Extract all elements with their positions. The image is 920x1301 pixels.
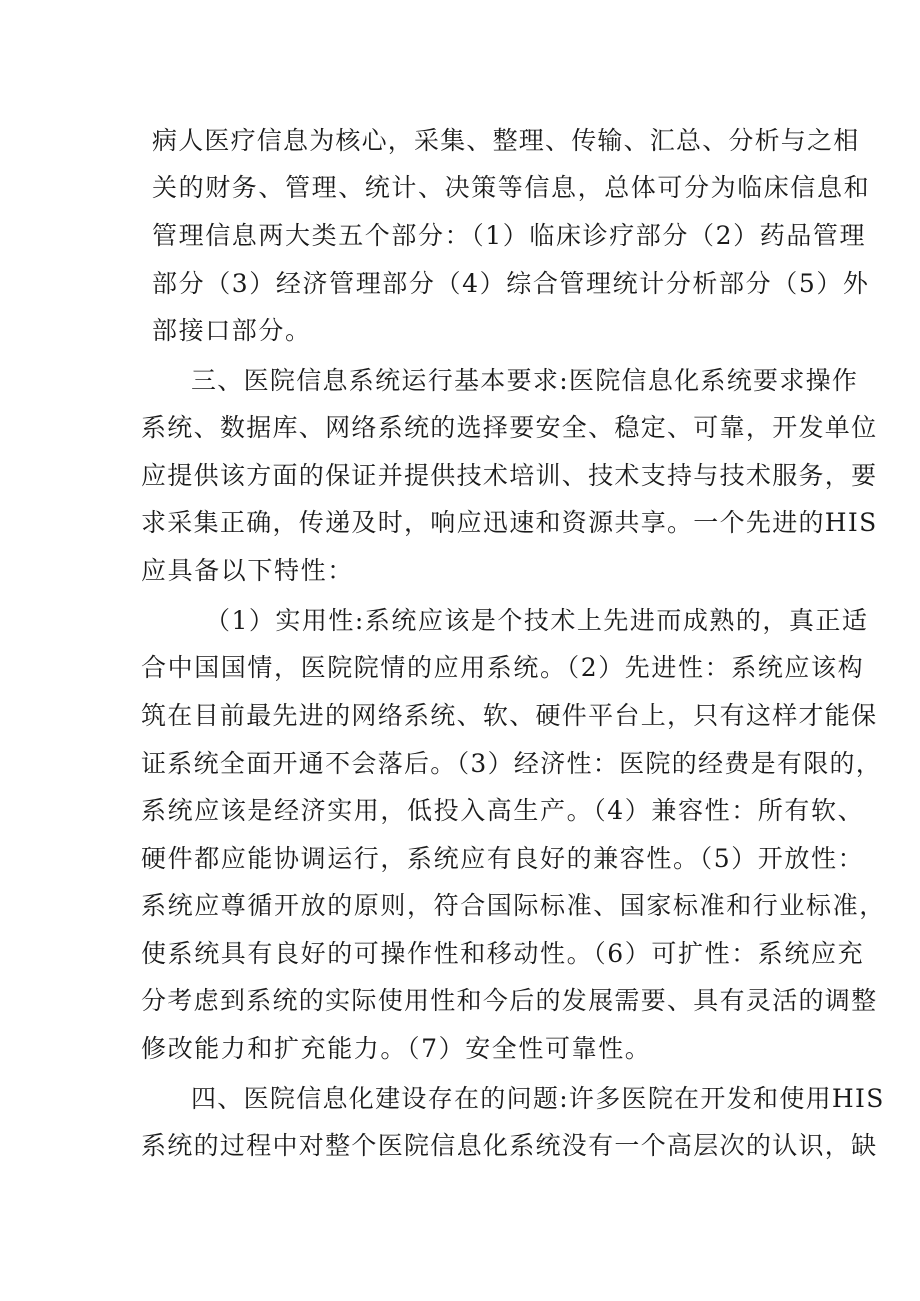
text-line: 分考虑到系统的实际使用性和今后的发展需要、具有灵活的调整 (141, 986, 878, 1015)
text-line: 关的财务、管理、统计、决策等信息，总体可分为临床信息和 (152, 173, 871, 202)
text-line: 修改能力和扩充能力。（7）安全性可靠性。 (141, 1034, 652, 1063)
text-line: 应提供该方面的保证并提供技术培训、技术支持与技术服务，要 (141, 461, 878, 490)
text-line: 筑在目前最先进的网络系统、软、硬件平台上，只有这样才能保 (141, 701, 878, 730)
text-line: 应具备以下特性： (141, 556, 354, 585)
text-line: 部接口部分。 (152, 316, 312, 345)
text-line: 部分（3）经济管理部分（4）综合管理统计分析部分（5）外 (152, 269, 870, 298)
text-line: 系统、数据库、网络系统的选择要安全、稳定、可靠，开发单位 (141, 413, 878, 442)
text-line: 系统应该是经济实用，低投入高生产。（4）兼容性：所有软、 (141, 796, 865, 825)
text-line: 硬件都应能协调运行，系统应有良好的兼容性。（5）开放性： (141, 844, 865, 873)
text-line: 证系统全面开通不会落后。（3）经济性：医院的经费是有限的， (141, 749, 883, 778)
text-line: 系统应尊循开放的原则，符合国际标准、国家标准和行业标准， (141, 891, 886, 920)
text-line: 使系统具有良好的可操作性和移动性。（6）可扩性：系统应充 (141, 939, 865, 968)
text-line: 合中国国情，医院院情的应用系统。（2）先进性：系统应该构 (141, 653, 865, 682)
text-line: 三、医院信息系统运行基本要求:医院信息化系统要求操作 (191, 366, 859, 395)
text-line: 系统的过程中对整个医院信息化系统没有一个高层次的认识，缺 (141, 1131, 878, 1160)
text-line: 管理信息两大类五个部分：（1）临床诊疗部分（2）药品管理 (152, 221, 867, 250)
text-line: 病人医疗信息为核心，采集、整理、传输、汇总、分析与之相 (152, 126, 860, 155)
text-line: 四、医院信息化建设存在的问题:许多医院在开发和使用HIS (191, 1084, 885, 1113)
text-line: （1）实用性:系统应该是个技术上先进而成熟的，真正适 (205, 606, 869, 635)
text-line: 求采集正确，传递及时，响应迅速和资源共享。一个先进的HIS (141, 508, 878, 537)
